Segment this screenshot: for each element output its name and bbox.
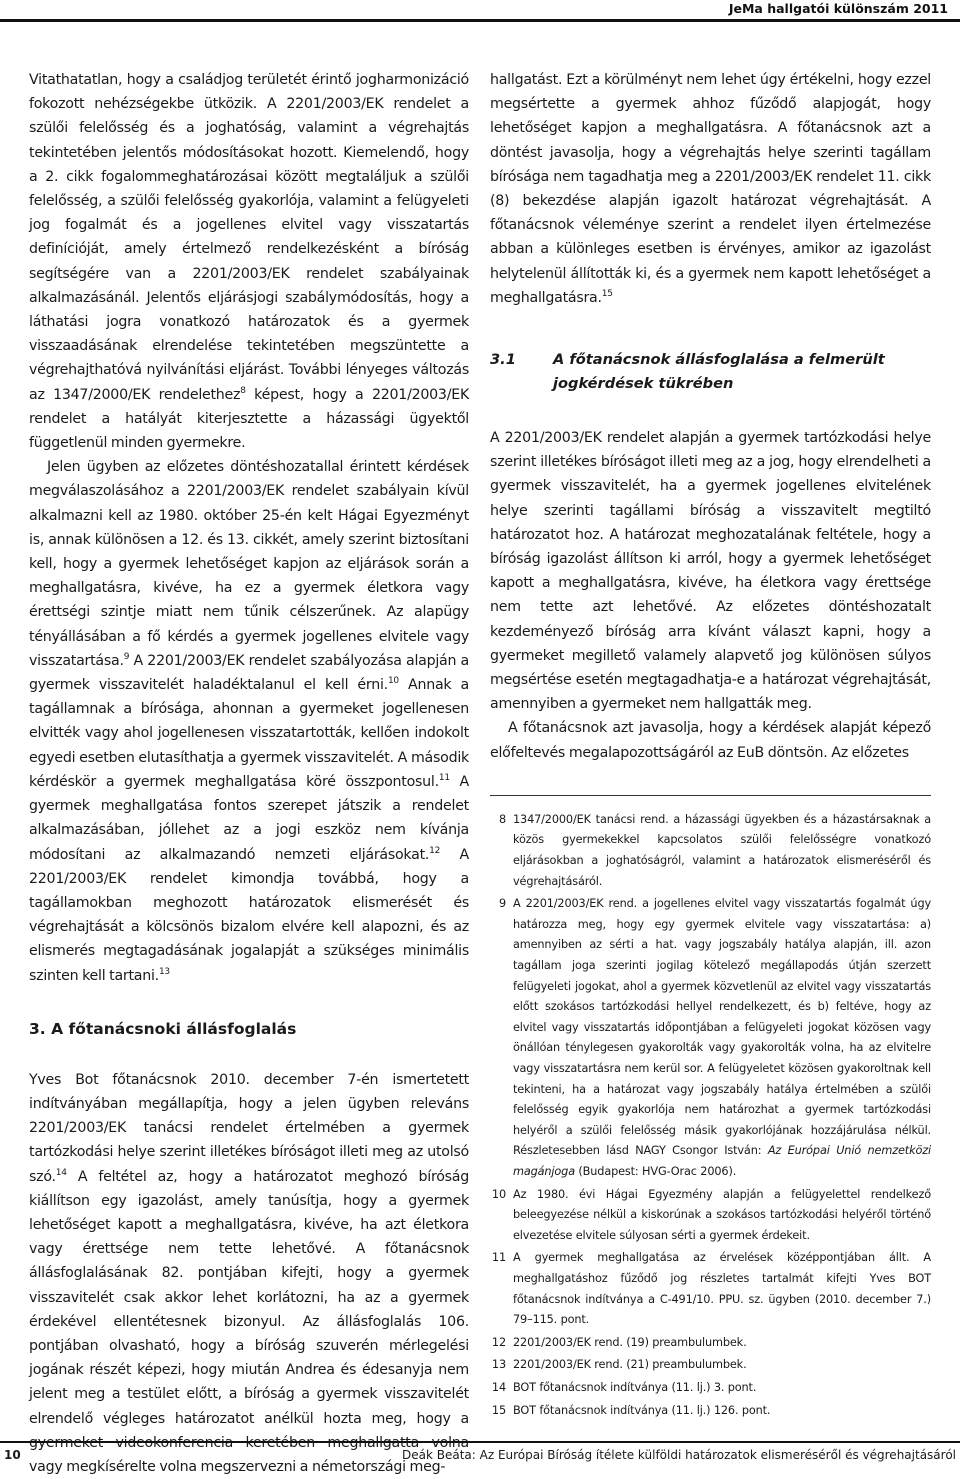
footnote-number: 14 xyxy=(491,1380,506,1394)
footnote xyxy=(490,810,931,892)
subsection-title: A főtanácsnok állásfoglalása a felmerült jogkérdések tükrében xyxy=(553,351,885,393)
right-paragraph-1 xyxy=(490,68,931,310)
footnote xyxy=(490,1248,931,1330)
text-run: Jelen ügyben az előzetes döntéshozatallal érintett kérdések megválaszolásához a 2201/2003/EK rendelet szabályain kívül alkalmazni kell az 1980. október 25-én kelt Hágai Egyezményt is, annak különösen a 12. és 13. cikkét, amely szerint biztosítani kell, hogy a gyermek lehetőséget kapjon az eljárások során a meghallgatásra, kivéve, ha ez a gyermek életkora vagy érettségi szintje miatt nem tűnik célszerűnek. Az alapügy tényállásában a fő kérdés a gyermek jogellenes elvitele vagy visszatartása. xyxy=(29,459,469,669)
footnote-ref[interactable]: 11 xyxy=(438,772,450,783)
footnote-ref[interactable]: 12 xyxy=(429,845,441,856)
footnote-number: 10 xyxy=(491,1187,506,1201)
subsection-number: 3.1 xyxy=(490,351,516,369)
section-heading: 3. A főtanácsnoki állásfoglalás xyxy=(29,1019,297,1038)
footnote-ref[interactable]: 9 xyxy=(123,651,130,662)
footnote-text: A 2201/2003/EK rend. a jogellenes elvitel vagy visszatartás fogalmát úgy határozza meg, hogy egy gyermek elvitele vagy visszatartása: a) amennyiben az sérti a hat. vagy jogszabály hatálya alapján, ill. azon tagállam joga szerinti jogilag kötelező megállapodás útján szerzett felügyeleti jogokat, ahol a gyermek közvetlenül az elvitel vagy visszatartás előtt szokásos tartózkodási hellyel rendelkezett, és b) feltéve, hogy az elvitel vagy visszatartás időpontjában a felügyeleti jogokat közösen vagy önállóan ténylegesen gyakorolták vagy gyakorolták volna, ha az elvitelre vagy visszatartásra nem kerül sor. A felügyeletet közösen gyakoroltnak kell tekinteni, ha a határozat vagy jogszabály hatálya értelmében a szülői felelősség egyik gyakorlója nem határozhat a gyermek tartózkodási helyéről a szülői felelősség másik gyakorlójának hozzájárulása nélkül. Részletesebben lásd NAGY Csongor István: xyxy=(513,897,931,1158)
left-paragraph-1 xyxy=(29,68,469,455)
footnote-separator xyxy=(490,795,931,796)
footnote xyxy=(490,1185,931,1247)
footnote xyxy=(490,1355,931,1376)
footnote-number: 13 xyxy=(491,1358,506,1372)
footnote-text: A gyermek meghallgatása az érvelések középpontjában állt. A meghallgatáshoz fűződő jog részletes tartalmát kifejti Yves BOT főtanácsnok indítványa a C-491/10. PPU. sz. ügyben (2010. december 7.) 79–115. pont. xyxy=(513,1251,931,1327)
text-run: A 2201/2003/EK rendelet szabályozása alapján a gyermek visszavitelét haladéktalanul el kell érni. xyxy=(29,652,469,694)
footnote-number: 8 xyxy=(498,812,506,826)
right-paragraph-2: A 2201/2003/EK rendelet alapján a gyermek tartózkodási helye szerint illetékes bíróságot illeti meg az a jog, hogy elrendelheti a gyermek visszavitelét, ha a gyermek jogellenes elvitelének helye szerinti tagállami bíróság a visszavitelt megtiltó határozatot hoz. A határozat meghozatalának feltétele, hogy a bíróság igazolást állítson ki arról, hogy a gyermek lehetőséget kapott a meghallgatásra, kivéve, ha életkora vagy érettsége nem tette azt lehetővé. Az előzetes döntéshozatalt kezdeményező bíróság arra kívánt választ kapni, hogy a gyermeket megillető valamely alapvető jog különösen súlyos megsértése esetén megtagadhatja-e a határozat végrehajtását, amennyiben a gyermeket nem hallgatták meg. xyxy=(490,430,931,713)
footnote-text: 2201/2003/EK rend. (19) preambulumbek. xyxy=(513,1335,747,1349)
footnote xyxy=(490,1333,931,1354)
footnote xyxy=(490,1378,931,1399)
footnote xyxy=(490,894,931,1182)
footnote-ref[interactable]: 8 xyxy=(240,385,246,396)
footnote-ref[interactable]: 15 xyxy=(601,288,613,299)
text-run: hallgatást. Ezt a körülményt nem lehet úgy értékelni, hogy ezzel megsértette a gyermek ahhoz fűződő alapjogát, hogy lehetőséget kapjon a meghallgatásra. A főtanácsnok azt a döntést javasolja, hogy a végrehajtás helye szerinti tagállam bírósága nem tagadhatja meg a 2201/2003/EK rendelet 11. cikk (8) bekezdése alapján igazolt határozat végrehajtását. A főtanácsnok véleménye szerint a rendelet ilyen értelmezése abban a különleges esetben is érvényes, amikor az igazolást helytelenül állították ki, és a gyermek nem kapott lehetőséget a meghallgatásra. xyxy=(490,72,931,306)
footnote-ref[interactable]: 10 xyxy=(387,676,399,687)
left-paragraph-2 xyxy=(29,455,469,987)
footnote-number: 9 xyxy=(498,897,506,911)
footnote-text: BOT főtanácsnok indítványa (11. lj.) 3. pont. xyxy=(513,1380,757,1394)
right-paragraph-3: A főtanácsnok azt javasolja, hogy a kérdések alapját képező előfeltevés megalapozottságáról az EuB döntsön. Az előzetes xyxy=(490,720,931,761)
footnote-text: Az 1980. évi Hágai Egyezmény alapján a felügyelettel rendelkező beleegyezése nélkül a kiskorúnak a szokásos tartózkodási helyéről történő elvezetése elvitele súlyosan sérti a gyermek érdekeit. xyxy=(513,1187,931,1242)
subsection-heading xyxy=(490,348,931,396)
footnote-ref[interactable]: 14 xyxy=(55,1167,67,1178)
text-run: A 2201/2003/EK rendelet kimondja továbbá, hogy a tagállamokban meghozott határozatok elismerését és végrehajtását a kölcsönös bizalom elvére kell alapozni, és az elismerés megtagadásának jogalapját a szükséges minimális szinten kell tartani. xyxy=(29,846,469,984)
footnotes xyxy=(490,810,931,1421)
text-run: Yves Bot főtanácsnok 2010. december 7-én ismertetett indítványában megállapítja, hogy a jelen ügyben releváns 2201/2003/EK tanácsi rendelet értelmében a gyermek tartózkodási helye szerint illetékes bíróságot illeti meg az utolsó szó. xyxy=(29,1071,469,1185)
left-paragraph-3 xyxy=(29,1068,469,1479)
running-footer-title: Deák Beáta: Az Európai Bíróság ítélete külföldi határozatok elismeréséről és végrehajtásáról xyxy=(402,1448,956,1462)
right-column xyxy=(490,68,931,1423)
footnote-number: 15 xyxy=(491,1403,506,1417)
footnote-number: 12 xyxy=(491,1335,506,1349)
footnote-text: 1347/2000/EK tanácsi rend. a házassági ügyekben és a házastársaknak a közös gyermekekkel kapcsolatos szülői felelősségre vonatkozó eljárásokban a joghatóságról, valamint a határozatok elismeréséről és végrehajtásáról. xyxy=(513,812,931,888)
footnote-text: BOT főtanácsnok indítványa (11. lj.) 126. pont. xyxy=(513,1403,771,1417)
journal-header-title: JeMa hallgatói különszám 2011 xyxy=(728,1,948,16)
text-run: Annak a tagállamnak a bírósága, ahonnan a gyermeket jogellenesen elvitték vagy ahol jogellenesen visszatartották, kellően indokolt egyedi esetben elutasíthatja a gyermek visszavitelét. A második kérdéskör a gyermek meghallgatása köré összpontosul. xyxy=(29,677,469,790)
page-number: 10 xyxy=(4,1448,21,1462)
header-rule xyxy=(0,19,960,22)
left-column xyxy=(29,68,469,1479)
text-run: Vitathatatlan, hogy a családjog területét érintő jogharmonizáció fokozott nehézségekbe ütközik. A 2201/2003/EK rendelet a szülői felelősség és a joghatóság, valamint a végrehajtás tekintetében jelentős módosításokat hozott. Kiemelendő, hogy a 2. cikk fogalommeghatározásai között megtaláljuk a szülői felelősség, a szülői felelősség gyakorlója, valamint a felügyeleti jog fogalmát és a jogellenes elvitel vagy visszatartás definícióját, amely értelmező rendelkezésként a bíróság segítségére van a 2201/2003/EK rendelet szabályainak alkalmazásánál. Jelentős eljárásjogi szabálymódosítás, hogy a láthatási jogra vonatkozó határozatok és a gyermek visszaadásának elrendelése tekintetében megszüntette a végrehajthatóvá nyilvánítási eljárást. További lényeges változás az 1347/2000/EK rendelethez xyxy=(29,72,469,403)
footnote-number: 11 xyxy=(491,1251,506,1265)
footnote-text: 2201/2003/EK rend. (21) preambulumbek. xyxy=(513,1358,747,1372)
footnote-text: (Budapest: HVG-Orac 2006). xyxy=(574,1164,737,1178)
footnote xyxy=(490,1401,931,1422)
text-run: A gyermek meghallgatása fontos szerepet játszik a rendelet alkalmazásában, jóllehet az a jogi eszköz nem kívánja módosítani az alkalmazandó nemzeti eljárásokat. xyxy=(29,773,469,863)
footnote-ref[interactable]: 13 xyxy=(158,966,170,977)
footer-rule xyxy=(0,1441,960,1443)
footnote-book-title: Az Európai Unió nemzetközi magánjoga xyxy=(513,1144,931,1178)
text-run: A feltétel az, hogy a határozatot meghozó bíróság kiállítson egy igazolást, amely tanúsítja, hogy a gyermek lehetőséget kapott a meghallgatásra, kivéve, ha azt életkora vagy érettsége nem tette lehetővé. A főtanácsnok állásfoglalásának 82. pontjában kifejti, hogy a gyermek visszavitelét csak akkor lehet korlátozni, ha az a gyermek érdekével ellentétesnek bizonyul. Az állásfoglalás 106. pontjában olvasható, hogy a bíróság szuverén mérlegelési jogának részét képezi, hogy miután Andrea és édesanyja nem jelent meg a testület előtt, a bíróság a gyermek visszavitelét elrendelő végleges határozatot anélkül hozta meg, hogy a vagy megkísérelte volna megszervezni a németországi meg- xyxy=(29,1168,469,1475)
text-run: képest, hogy a 2201/2003/EK rendelet a hatályát kiterjesztette a házassági ügyektől függetlenül minden gyermekre. xyxy=(29,386,470,452)
